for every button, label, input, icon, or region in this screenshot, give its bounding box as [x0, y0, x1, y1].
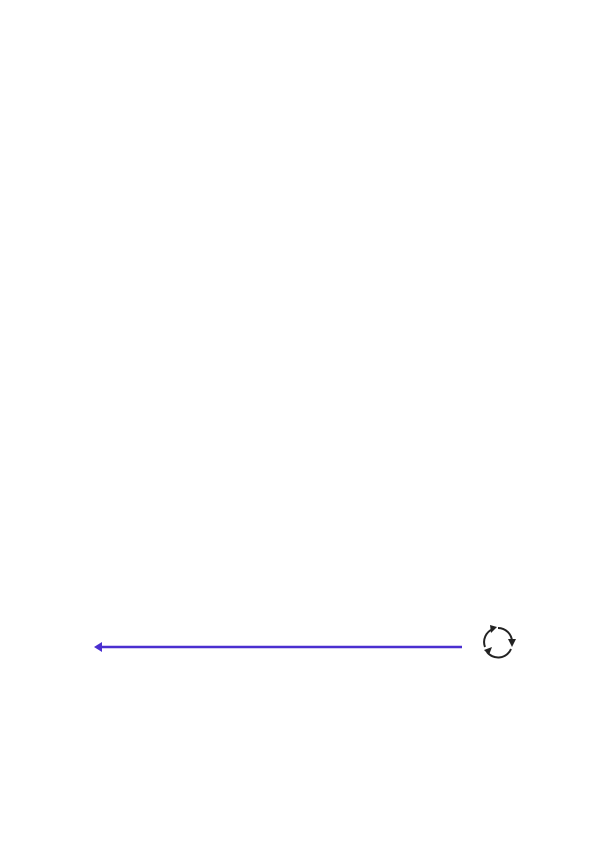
- objectives-list: [44, 378, 72, 400]
- cycle-arrow-line: [94, 641, 464, 653]
- list-item: [44, 389, 72, 400]
- section-2-2-heading: [82, 500, 114, 510]
- cycle-icon: [478, 622, 518, 662]
- list-item: [44, 378, 72, 389]
- section-1-list: [44, 130, 72, 173]
- section-2-3-heading: [82, 671, 114, 681]
- life-cycle-diagram: [94, 552, 500, 634]
- list-item: [44, 130, 72, 141]
- list-item: [44, 141, 72, 152]
- section-2-heading: [44, 326, 76, 336]
- list-item: [44, 152, 72, 163]
- list-item: [44, 162, 72, 173]
- section-2-1-heading: [82, 414, 114, 424]
- section-1-heading: [44, 97, 76, 107]
